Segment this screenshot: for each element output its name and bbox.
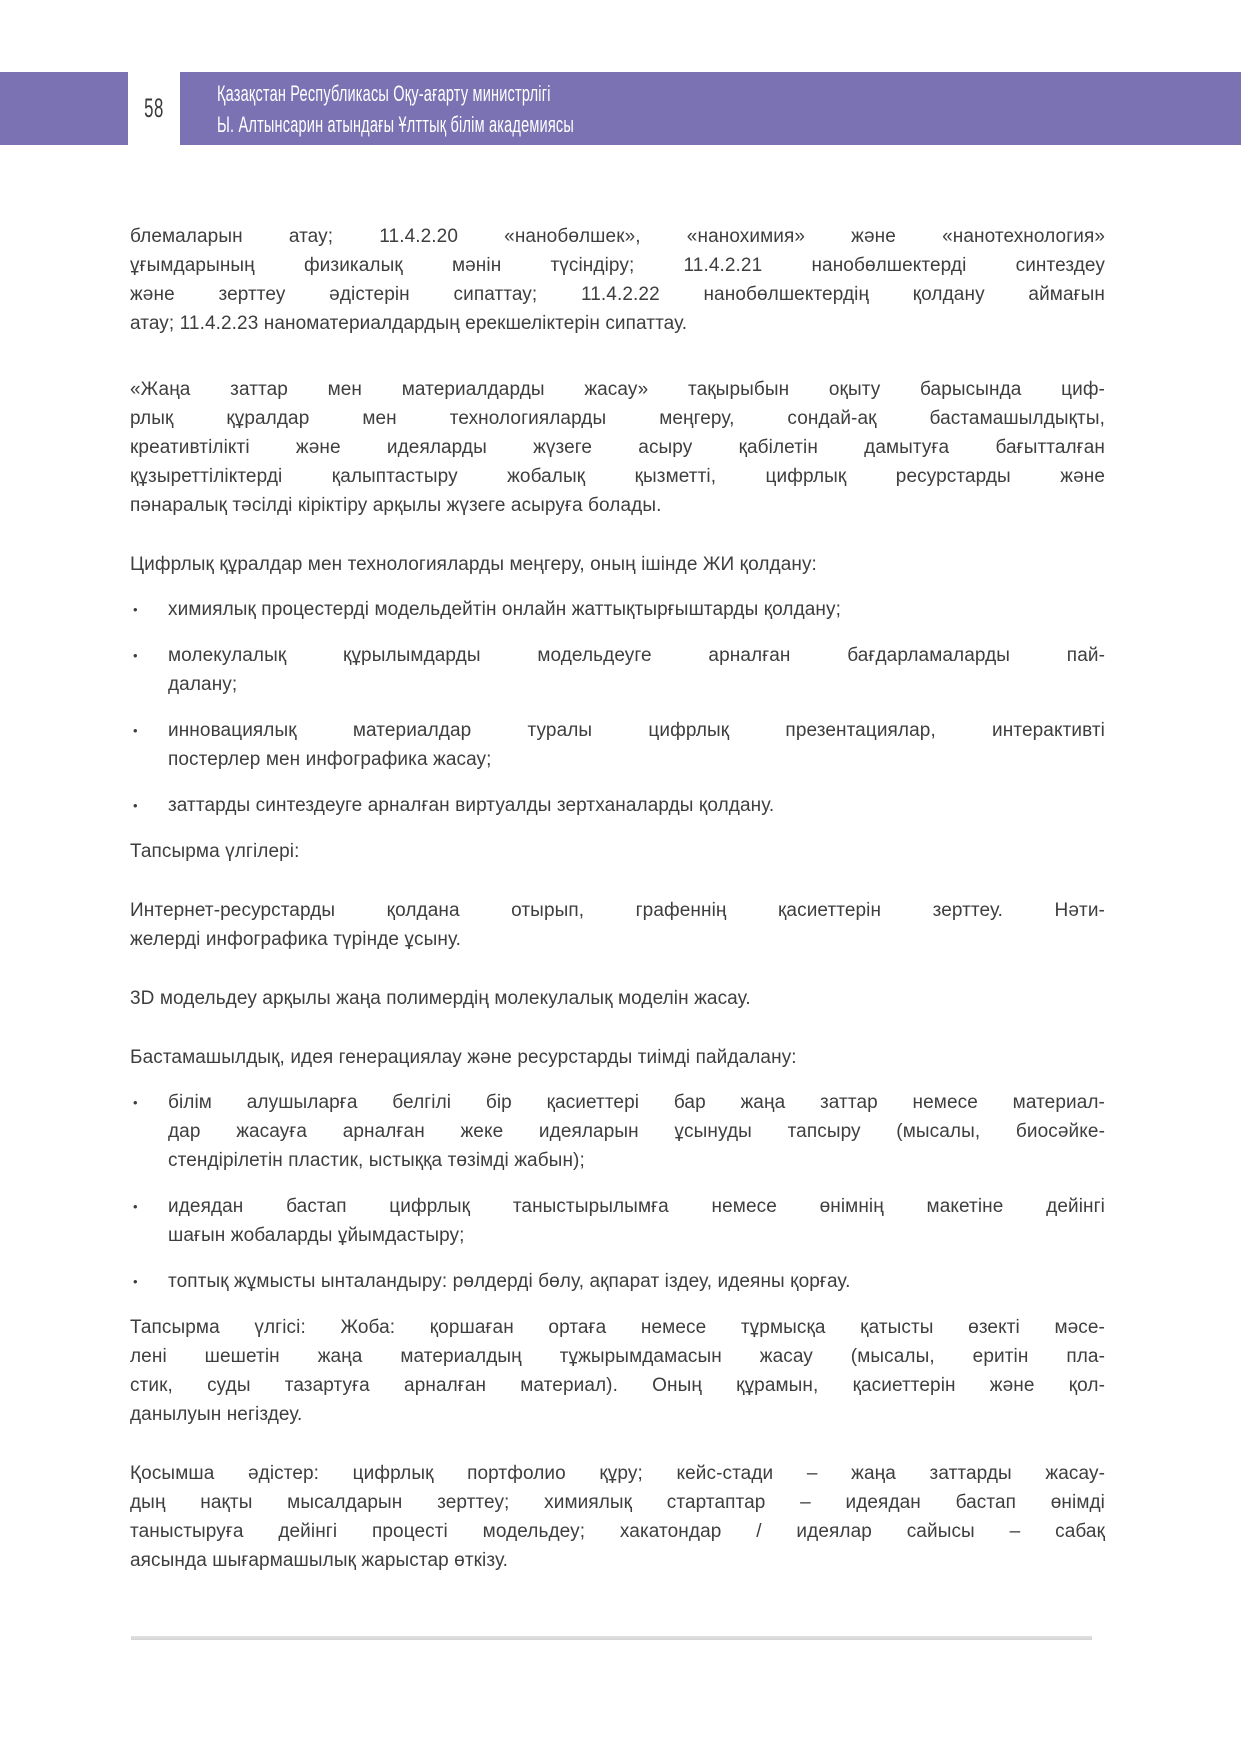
bullet-item — [130, 595, 1105, 624]
text-line: идеядан бастап цифрлық таныстырылымға немесе өнімнің макетіне дейінгі — [168, 1196, 1105, 1217]
text-line: және зерттеу әдістерін сипаттау; 11.4.2.22 нанобөлшектердің қолдану аймағын — [130, 284, 1105, 305]
text-line: Тапсырма үлгісі: Жоба: қоршаған ортаға немесе тұрмысқа қатысты өзекті мәсе- — [130, 1317, 1105, 1338]
text-line: Қосымша әдістер: цифрлық портфолио құру; кейс-стади – жаңа заттарды жасау- — [130, 1463, 1105, 1484]
bullet-dot-icon: • — [133, 1095, 138, 1110]
page-number-value: 58 — [144, 93, 164, 123]
paragraph — [130, 984, 1105, 1013]
bullet-item — [130, 716, 1105, 774]
text-line: топтық жұмысты ынталандыру: рөлдерді бөлу, ақпарат іздеу, идеяны қорғау. — [168, 1271, 851, 1292]
bullet-text — [168, 716, 1105, 774]
text-line: атау; 11.4.2.23 наноматериалдардың ерекшеліктерін сипаттау. — [130, 313, 688, 334]
text-line: химиялық процестерді модельдейтін онлайн жаттықтырғыштарды қолдану; — [168, 599, 841, 620]
text-line: постерлер мен инфографика жасау; — [168, 749, 492, 770]
header-ministry-text: Қазақстан Республикасы Оқу-ағарту министрлігі — [217, 80, 551, 106]
text-line: «Жаңа заттар мен материалдарды жасау» тақырыбын оқыту барысында циф- — [130, 379, 1105, 400]
bullet-dot-icon: • — [133, 1274, 138, 1289]
text-line: 3D модельдеу арқылы жаңа полимердің молекулалық моделін жасау. — [130, 988, 751, 1009]
footer-divider — [131, 1636, 1092, 1640]
paragraph — [130, 1043, 1105, 1072]
bullet-item — [130, 641, 1105, 699]
text-line: дар жасауға арналған жеке идеяларын ұсынуды тапсыру (мысалы, биосәйке- — [168, 1121, 1105, 1142]
text-line: Цифрлық құралдар мен технологияларды меңгеру, оның ішінде ЖИ қолдану: — [130, 554, 817, 575]
bullet-text — [168, 791, 1105, 820]
bullet-text — [168, 595, 1105, 624]
bullet-dot-icon: • — [133, 1199, 138, 1214]
paragraph — [130, 222, 1105, 338]
bullet-text — [168, 1267, 1105, 1296]
bullet-text — [168, 1088, 1105, 1175]
text-line: заттарды синтездеуге арналған виртуалды зертханаларды қолдану. — [168, 795, 775, 816]
text-line: Бастамашылдық, идея генерациялау және ресурстарды тиімді пайдалану: — [130, 1047, 797, 1068]
text-line: инновациялық материалдар туралы цифрлық презентациялар, интерактивті — [168, 720, 1105, 741]
text-line: таныстыруға дейінгі процесті модельдеу; хакатондар / идеялар сайысы – сабақ — [130, 1521, 1105, 1542]
text-line: лені шешетін жаңа материалдың тұжырымдамасын жасау (мысалы, еритін пла- — [130, 1346, 1105, 1367]
text-line: блемаларын атау; 11.4.2.20 «нанобөлшек», «нанохимия» және «нанотехнология» — [130, 226, 1105, 247]
paragraph — [130, 1459, 1105, 1575]
bullet-dot-icon: • — [133, 723, 138, 738]
bullet-item — [130, 1088, 1105, 1175]
text-line: данылуын негіздеу. — [130, 1404, 303, 1425]
paragraph — [130, 1313, 1105, 1429]
text-line: креативтілікті және идеяларды жүзеге асыру қабілетін дамытуға бағытталған — [130, 437, 1105, 458]
header-line-2 — [217, 109, 1241, 140]
paragraph — [130, 837, 1105, 866]
text-line: дың нақты мысалдарын зерттеу; химиялық стартаптар – идеядан бастап өнімді — [130, 1492, 1105, 1513]
text-line: ұғымдарының физикалық мәнін түсіндіру; 11.4.2.21 нанобөлшектерді синтездеу — [130, 255, 1105, 276]
bullet-item — [130, 791, 1105, 820]
text-line: рлық құралдар мен технологияларды меңгеру, сондай-ақ бастамашылдықты, — [130, 408, 1105, 429]
header-academy-text: Ы. Алтынсарин атындағы Ұлттық білім академиясы — [217, 111, 574, 137]
paragraph — [130, 375, 1105, 520]
header-band — [180, 72, 1241, 145]
text-line: желерді инфографика түрінде ұсыну. — [130, 929, 462, 950]
bullet-dot-icon: • — [133, 798, 138, 813]
text-line: құзыреттіліктерді қалыптастыру жобалық қызметті, цифрлық ресурстарды және — [130, 466, 1105, 487]
bullet-dot-icon: • — [133, 602, 138, 617]
text-line: Тапсырма үлгілері: — [130, 841, 300, 862]
text-line: аясында шығармашылық жарыстар өткізу. — [130, 1550, 509, 1571]
bullet-item — [130, 1267, 1105, 1296]
text-line: стендірілетін пластик, ыстыққа төзімді жабын); — [168, 1150, 585, 1171]
bullet-text — [168, 1192, 1105, 1250]
body-text — [130, 222, 1105, 1605]
header-band-left — [0, 72, 128, 145]
page-number — [128, 72, 180, 145]
bullet-text — [168, 641, 1105, 699]
text-line: Интернет-ресурстарды қолдана отырып, графеннің қасиеттерін зерттеу. Нәти- — [130, 900, 1105, 921]
text-line: білім алушыларға белгілі бір қасиеттері бар жаңа заттар немесе материал- — [168, 1092, 1105, 1113]
paragraph — [130, 550, 1105, 579]
text-line: шағын жобаларды ұйымдастыру; — [168, 1225, 465, 1246]
bullet-dot-icon: • — [133, 648, 138, 663]
paragraph — [130, 896, 1105, 954]
bullet-item — [130, 1192, 1105, 1250]
header-line-1 — [217, 78, 1241, 109]
text-line: далану; — [168, 674, 238, 695]
text-line: молекулалық құрылымдарды модельдеуге арналған бағдарламаларды пай- — [168, 645, 1105, 666]
text-line: стик, суды тазартуға арналған материал). Оның құрамын, қасиеттерін және қол- — [130, 1375, 1105, 1396]
text-line: пәнаралық тәсілді кіріктіру арқылы жүзеге асыруға болады. — [130, 495, 662, 516]
